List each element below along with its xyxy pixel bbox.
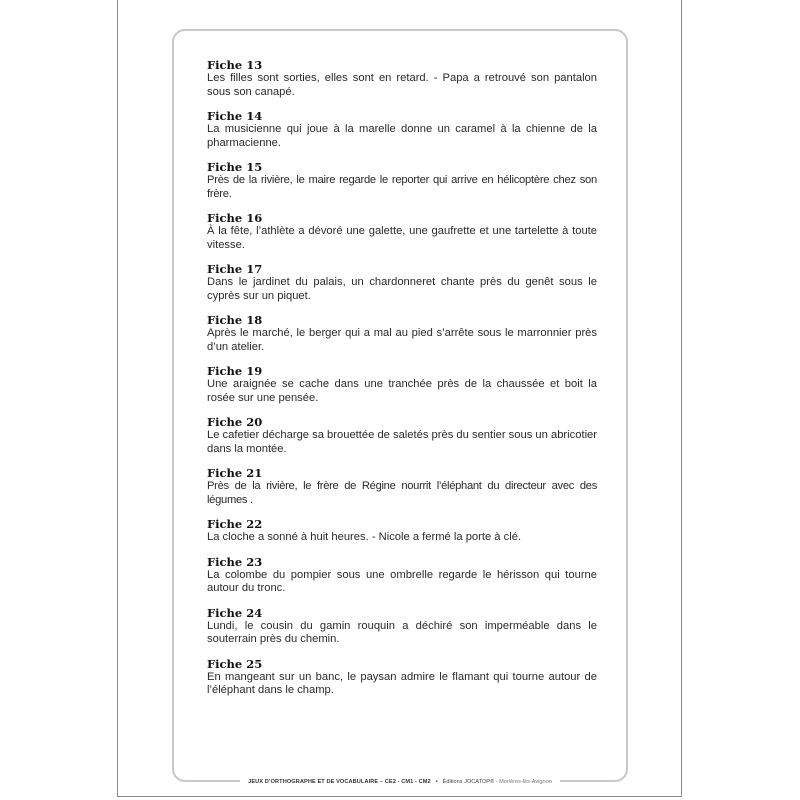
- fiche-18: [207, 313, 597, 354]
- fiche-title: Fiche 15: [207, 160, 263, 174]
- footer-book-title: JEUX D’ORTHOGRAPHE ET DE VOCABULAIRE – CE2 - CM1 - CM2: [248, 779, 431, 785]
- fiche-sentence: Dans le jardinet du palais, un chardonneret chante près du genêt sous le cyprès sur un piquet.: [207, 276, 597, 302]
- fiche-25: [207, 657, 597, 698]
- fiche-sentence: Une araignée se cache dans une tranchée près de la chaussée et boit la rosée sur une pensée.: [207, 378, 597, 404]
- fiche-title: Fiche 25: [207, 656, 263, 671]
- fiche-14: [207, 109, 597, 150]
- footer-label: [240, 777, 560, 787]
- footer-bullet: •: [435, 779, 438, 785]
- fiche-sentence: Le cafetier décharge sa brouettée de saletés près du sentier sous un abricotier dans la montée.: [207, 429, 597, 455]
- fiche-22: [207, 517, 597, 545]
- fiche-sentence: En mangeant sur un banc, le paysan admire le flamant qui tourne autour de l’éléphant dans le champ.: [207, 670, 597, 696]
- fiche-title: Fiche 20: [207, 415, 263, 429]
- page-footer: [172, 775, 628, 789]
- fiche-sentence: La cloche a sonné à huit heures. - Nicole a fermé la porte à clé.: [207, 531, 522, 543]
- fiche-list: [207, 58, 597, 708]
- fiche-21: [207, 466, 597, 507]
- fiche-sentence: Après le marché, le berger qui a mal au pied s’arrête sous le marronnier près d’un atelier.: [207, 327, 597, 353]
- fiche-title: Fiche 21: [207, 466, 263, 480]
- fiche-title: Fiche 19: [207, 364, 263, 378]
- fiche-sentence: La musicienne qui joue à la marelle donne un caramel à la chienne de la pharmacienne.: [207, 123, 597, 149]
- fiche-sentence: Les filles sont sorties, elles sont en retard. - Papa a retrouvé son pantalon sous son canapé.: [207, 72, 597, 98]
- fiche-13: [207, 58, 597, 99]
- fiche-title: Fiche 23: [207, 554, 263, 569]
- fiche-sentence: Près de la rivière, le maire regarde le reporter qui arrive en hélicoptère chez son frère.: [207, 174, 597, 200]
- fiche-24: [207, 606, 597, 647]
- fiche-20: [207, 415, 597, 456]
- fiche-title: Fiche 14: [207, 109, 263, 123]
- fiche-sentence: À la fête, l’athlète a dévoré une galette, une gaufrette et une tartelette à toute vitesse.: [207, 225, 597, 251]
- fiche-title: Fiche 16: [207, 211, 263, 225]
- fiche-sentence: Près de la rivière, le frère de Régine nourrit l’éléphant du directeur avec des légumes .: [207, 480, 597, 506]
- fiche-title: Fiche 24: [207, 605, 263, 620]
- footer-place: - Morières-lès-Avignon: [494, 779, 552, 785]
- fiche-16: [207, 211, 597, 252]
- fiche-title: Fiche 18: [207, 313, 263, 327]
- footer-publisher: Éditions JOCATOP®: [442, 779, 495, 785]
- fiche-sentence: La colombe du pompier sous une ombrelle regarde le hérisson qui tourne autour du tronc.: [207, 568, 597, 594]
- fiche-17: [207, 262, 597, 303]
- fiche-15: [207, 160, 597, 201]
- fiche-title: Fiche 22: [207, 517, 263, 531]
- fiche-sentence: Lundi, le cousin du gamin rouquin a déchiré son imperméable dans le souterrain près du chemin.: [207, 619, 597, 645]
- fiche-title: Fiche 13: [207, 58, 263, 72]
- fiche-19: [207, 364, 597, 405]
- fiche-23: [207, 555, 597, 596]
- fiche-title: Fiche 17: [207, 262, 263, 276]
